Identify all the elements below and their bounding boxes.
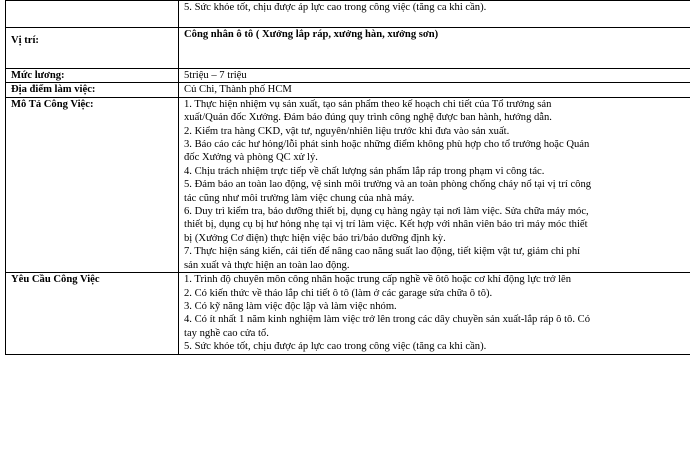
requirement-line: 4. Có ít nhất 1 năm kinh nghiệm làm việc trở lên trong các dây chuyền sản xuất-lắp ráp ô tô. Có [184, 314, 591, 326]
description-line: bị (Xưởng Cơ điện) thực hiện việc bảo trì/bảo dưỡng định kỳ. [184, 232, 446, 244]
description-row [6, 97, 690, 272]
description-line: 2. Kiểm tra hàng CKD, vật tư, nguyên/nhiên liệu trước khi đưa vào sản xuất. [184, 125, 510, 137]
description-value [179, 97, 690, 272]
requirement-line: 3. Có kỹ năng làm việc độc lập và làm việc nhóm. [184, 300, 397, 312]
location-row [6, 83, 690, 97]
requirement-line: tay nghề cao cửa tổ. [184, 327, 269, 339]
description-line: xuất/Quản đốc Xưởng. Đảm bảo đúng quy trình công nghệ được ban hành, hướng dẫn. [184, 112, 552, 124]
description-line: 4. Chịu trách nhiệm trực tiếp về chất lượng sản phẩm lắp ráp trong phạm vi công tác. [184, 165, 545, 177]
salary-value: 5triệu – 7 triệu [179, 69, 690, 83]
requirement-line: 5. Sức khỏe tốt, chịu được áp lực cao trong công việc (tăng ca khi cần). [184, 341, 487, 353]
position-row [6, 28, 690, 69]
salary-row [6, 69, 690, 83]
requirements-value [179, 273, 690, 354]
location-value: Củ Chi, Thành phố HCM [179, 83, 690, 97]
description-line: thiết bị, dụng cụ bị hư hỏng nhẹ tại vị trí làm việc. Kết hợp với nhân viên bảo trì máy móc thiết [184, 219, 588, 231]
description-line: sản xuất và thực hiện an toàn lao động. [184, 259, 350, 271]
location-label: Địa điểm làm việc: [6, 83, 179, 97]
continued-row [6, 1, 690, 28]
description-line: 3. Báo cáo các hư hỏng/lỗi phát sinh hoặc những điểm không phù hợp cho tổ trưởng hoặc Quản [184, 139, 590, 151]
description-label: Mô Tả Công Việc: [6, 97, 179, 272]
position-value: Công nhân ô tô ( Xưởng lắp ráp, xưởng hàn, xưởng sơn) [179, 28, 690, 69]
position-label: Vị trí: [6, 28, 179, 69]
requirements-label: Yêu Cầu Công Việc [6, 273, 179, 354]
salary-label: Mức lương: [6, 69, 179, 83]
description-line: đốc Xưởng và phòng QC xử lý. [184, 152, 318, 164]
requirement-line: 1. Trình độ chuyên môn công nhân hoặc trung cấp nghề về ôtô hoặc cơ khí động lực trở lên [184, 274, 572, 286]
description-line: 6. Duy trì kiểm tra, bảo dưỡng thiết bị, dụng cụ hàng ngày tại nơi làm việc. Sửa chữa máy móc, [184, 206, 589, 218]
empty-label-cell [6, 1, 179, 28]
requirements-row [6, 273, 690, 354]
description-line: tác cũng như môi trường làm việc chung của nhà máy. [184, 192, 415, 204]
continued-requirement-line: 5. Sức khỏe tốt, chịu được áp lực cao trong công việc (tăng ca khi cần). [184, 2, 487, 13]
requirement-line: 2. Có kiến thức về tháo lắp chi tiết ô tô (làm ở các garage sửa chữa ô tô). [184, 287, 493, 299]
continued-requirement-cell [179, 1, 690, 28]
description-line: 7. Thực hiện sáng kiến, cải tiến để nâng cao năng suất lao động, tiết kiệm vật tư, giảm chi phí [184, 246, 581, 258]
description-line: 1. Thực hiện nhiệm vụ sản xuất, tạo sản phẩm theo kế hoạch chi tiết của Tổ trưởng sản [184, 98, 552, 110]
job-details-table [5, 0, 690, 355]
description-line: 5. Đảm bảo an toàn lao động, vệ sinh môi trường và an toàn phòng chống cháy nổ tại vị trí công [184, 179, 592, 191]
